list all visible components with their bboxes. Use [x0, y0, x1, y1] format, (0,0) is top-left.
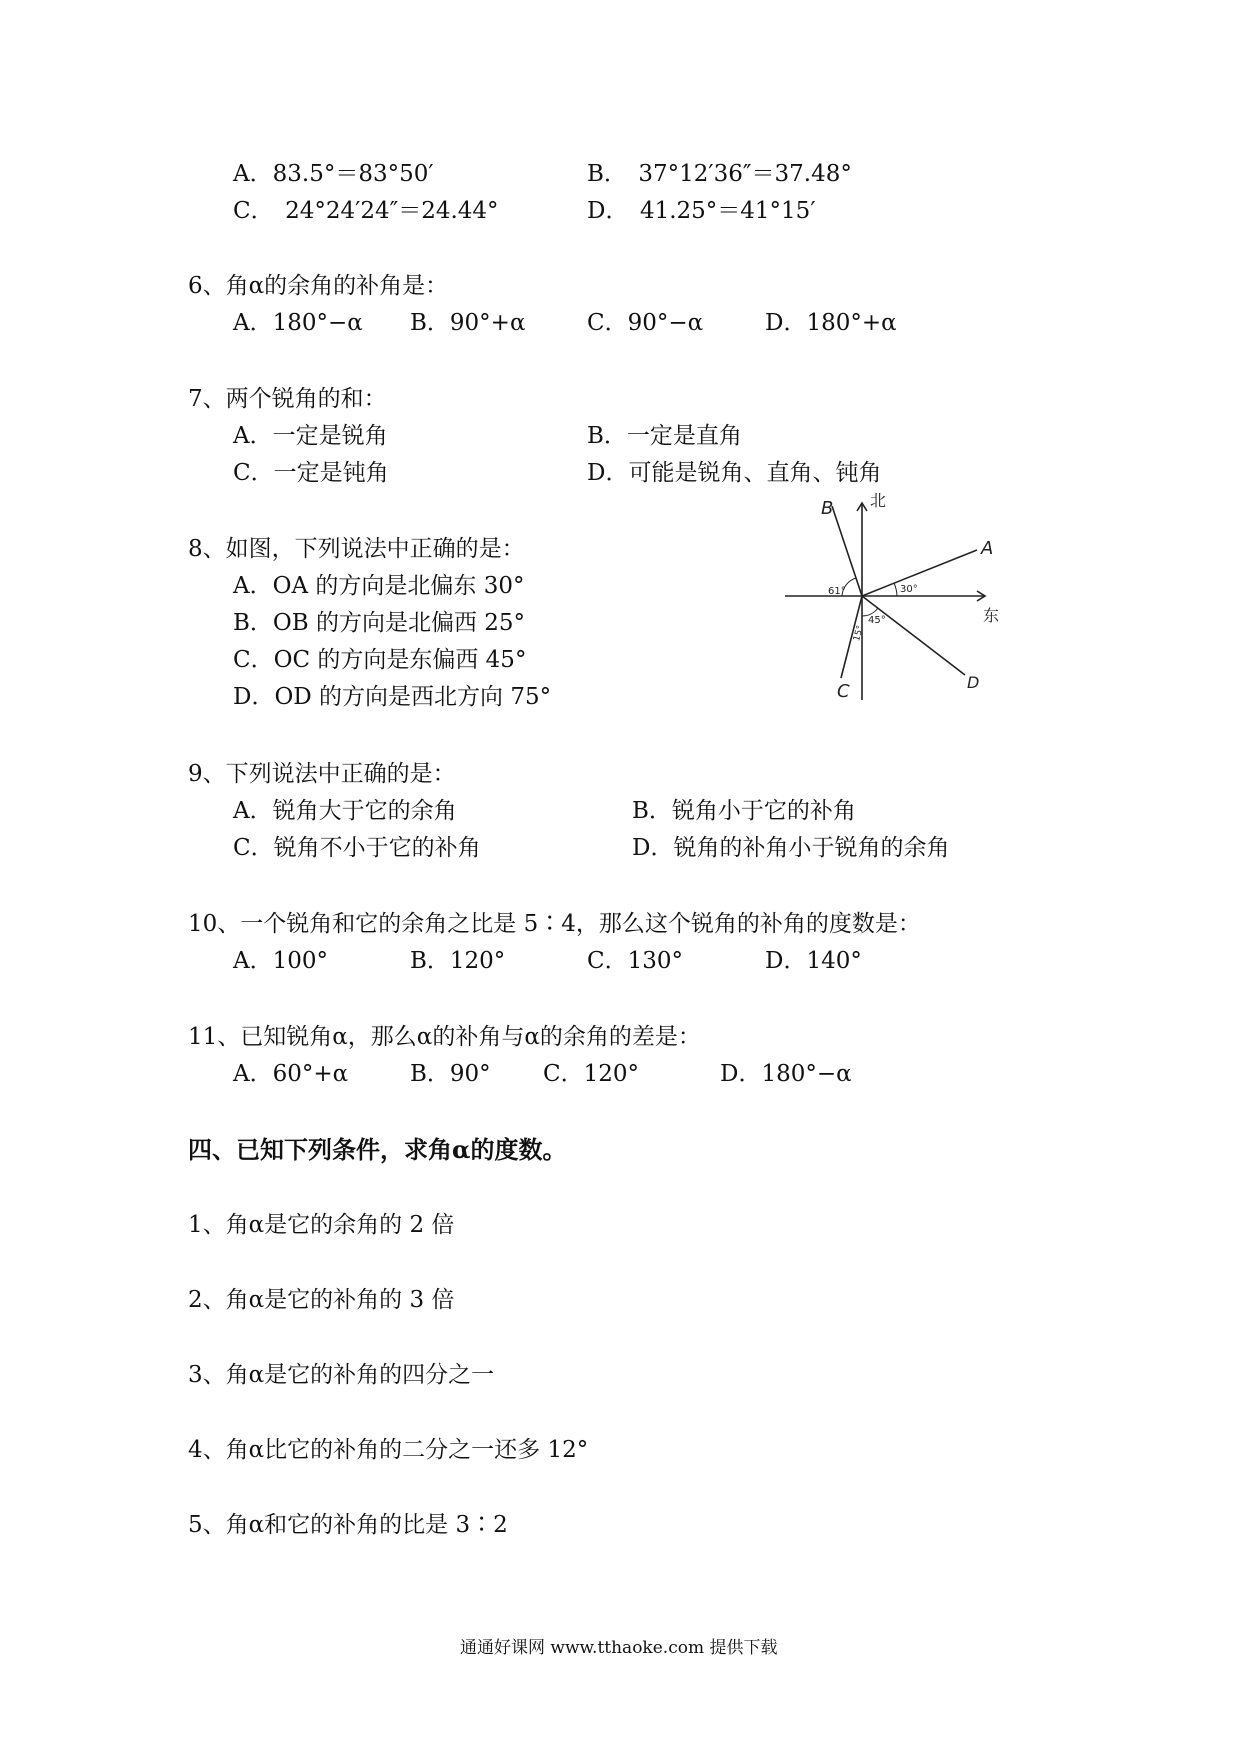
- north-label: 北: [870, 491, 887, 510]
- section-four-item: 5、角α和它的补角的比是 3∶2: [188, 1512, 508, 1538]
- section-four-item: 1、角α是它的余角的 2 倍: [188, 1212, 455, 1238]
- q10-option-d: D．140°: [765, 948, 862, 974]
- q5-option-a: A．83.5°＝83°50′: [233, 161, 434, 187]
- q7-option-a: A．一定是锐角: [233, 423, 388, 449]
- q11-option-a: A．60°+α: [233, 1061, 349, 1087]
- q10-stem: 10、一个锐角和它的余角之比是 5∶4，那么这个锐角的补角的度数是：: [188, 911, 921, 937]
- angle-label-b: 61°: [828, 586, 846, 597]
- q8-stem: 8、如图，下列说法中正确的是：: [188, 536, 525, 562]
- angle-label-c: 15°: [852, 624, 866, 643]
- angle-label-a: 30°: [900, 584, 918, 595]
- section-four-item: 3、角α是它的补角的四分之一: [188, 1362, 495, 1388]
- q8-option-b: B．OB 的方向是北偏西 25°: [233, 610, 526, 636]
- q8-option-a: A．OA 的方向是北偏东 30°: [233, 573, 525, 599]
- q8-option-c: C．OC 的方向是东偏西 45°: [233, 647, 527, 673]
- q11-option-d: D．180°−α: [720, 1061, 852, 1087]
- q6-stem: 6、角α的余角的补角是：: [188, 273, 449, 299]
- q7-option-b: B．一定是直角: [587, 423, 742, 449]
- q8-option-d: D．OD 的方向是西北方向 75°: [233, 684, 552, 710]
- ray-od: [862, 596, 965, 675]
- q5-option-b: B． 37°12′36″＝37.48°: [587, 161, 852, 187]
- q6-option-a: A．180°−α: [233, 310, 363, 336]
- section-four-item: 2、角α是它的补角的 3 倍: [188, 1287, 455, 1313]
- ray-ob: [832, 506, 862, 596]
- q7-stem: 7、两个锐角的和：: [188, 386, 387, 412]
- angle-arc-a: [894, 583, 897, 596]
- point-b-label: B: [821, 498, 834, 519]
- point-d-label: D: [967, 673, 980, 692]
- q9-option-d: D．锐角的补角小于锐角的余角: [632, 835, 950, 861]
- q11-option-c: C．120°: [543, 1061, 639, 1087]
- ray-oa: [862, 550, 977, 596]
- q10-option-a: A．100°: [233, 948, 329, 974]
- q7-option-c: C．一定是钝角: [233, 460, 389, 486]
- q9-option-c: C．锐角不小于它的补角: [233, 835, 481, 861]
- q5-option-d: D． 41.25°＝41°15′: [587, 198, 816, 224]
- angle-label-d: 45°: [868, 615, 886, 626]
- q5-option-c: C． 24°24′24″＝24.44°: [233, 198, 499, 224]
- q6-option-c: C．90°−α: [587, 310, 704, 336]
- q9-option-b: B．锐角小于它的补角: [632, 798, 856, 824]
- page-footer: 通通好课网 www.tthaoke.com 提供下载: [460, 1638, 778, 1658]
- q10-option-b: B．120°: [410, 948, 506, 974]
- direction-figure: [785, 490, 1005, 710]
- point-a-label: A: [981, 538, 994, 559]
- q10-option-c: C．130°: [587, 948, 683, 974]
- q6-option-b: B．90°+α: [410, 310, 526, 336]
- q7-option-d: D．可能是锐角、直角、钝角: [587, 460, 882, 486]
- section-four-heading: 四、已知下列条件，求角α的度数。: [188, 1135, 567, 1164]
- section-four-item: 4、角α比它的补角的二分之一还多 12°: [188, 1437, 589, 1463]
- q6-option-d: D．180°+α: [765, 310, 897, 336]
- q9-stem: 9、下列说法中正确的是：: [188, 761, 456, 787]
- point-c-label: C: [837, 681, 850, 702]
- q11-option-b: B．90°: [410, 1061, 491, 1087]
- q11-stem: 11、已知锐角α，那么α的补角与α的余角的差是：: [188, 1024, 701, 1050]
- q9-option-a: A．锐角大于它的余角: [233, 798, 457, 824]
- east-label: 东: [983, 606, 1000, 625]
